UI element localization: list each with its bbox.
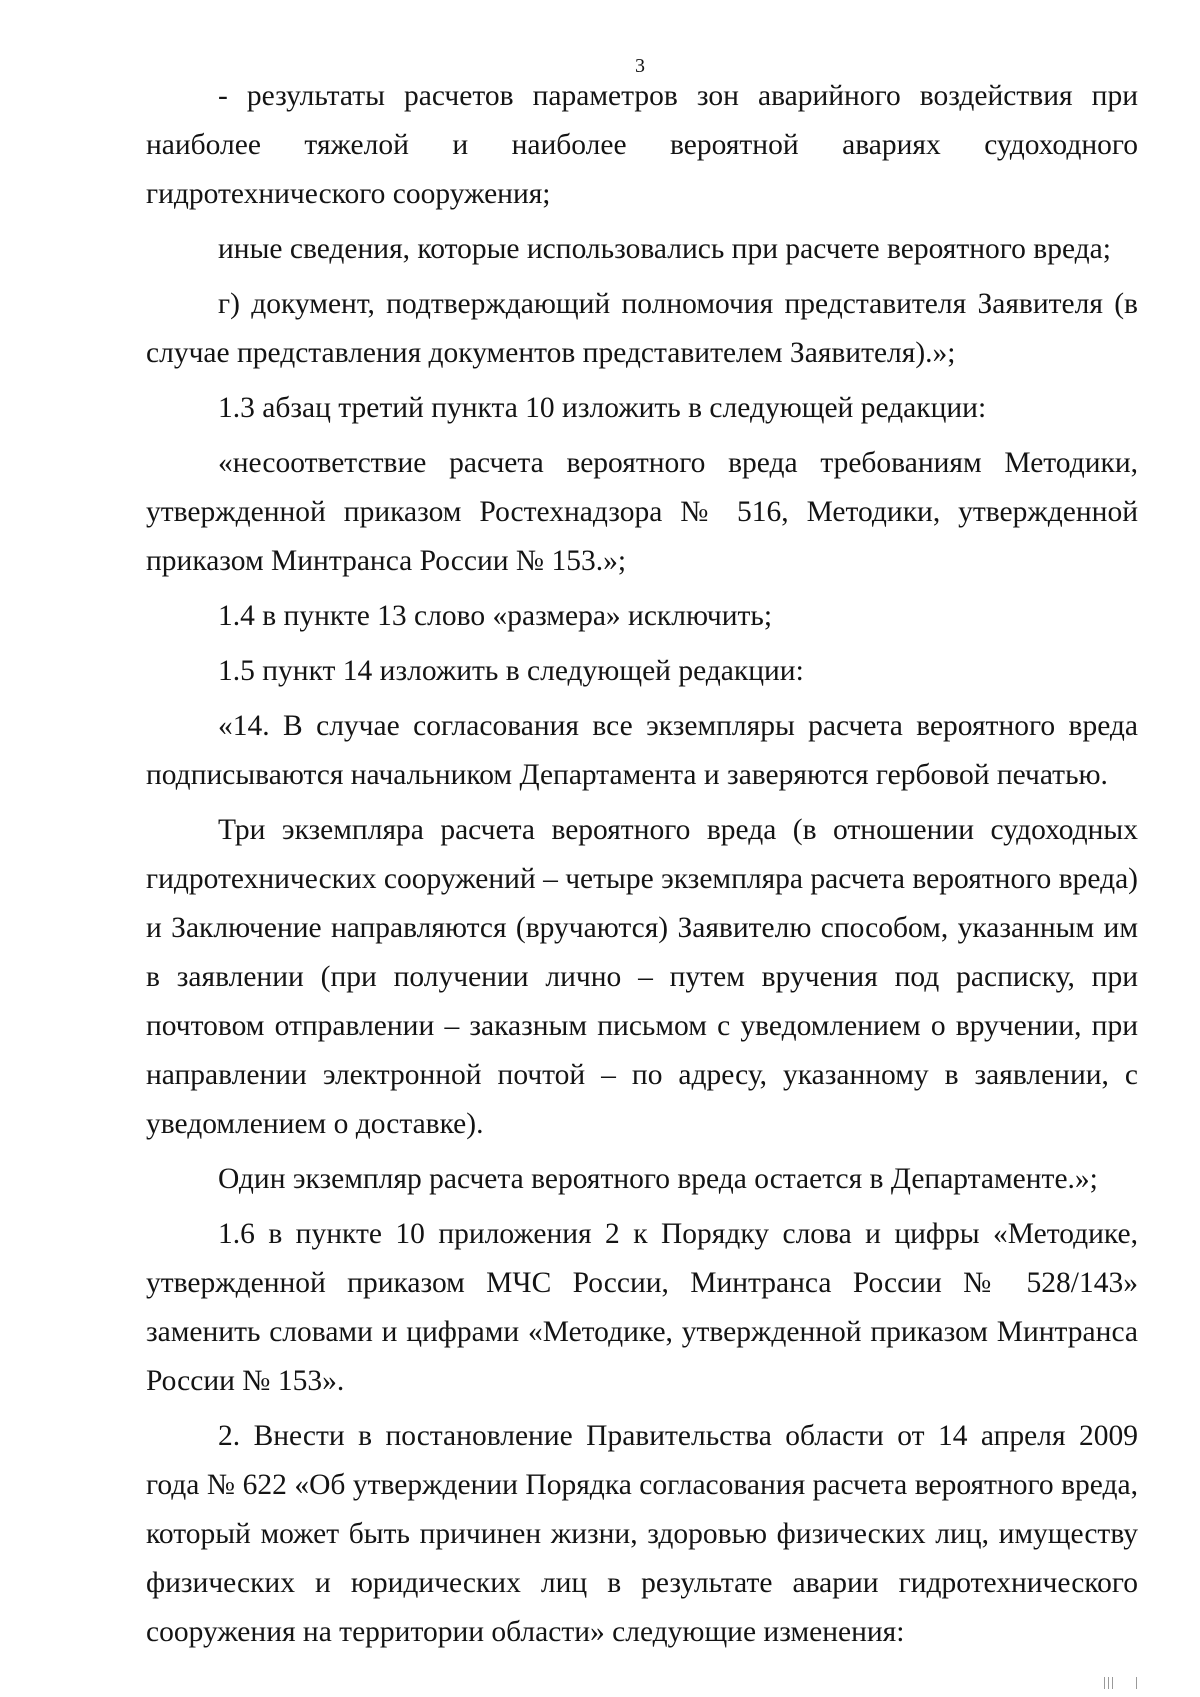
paragraph-results-calculations: - результаты расчетов параметров зон аварийного воздействия при наиболее тяжелой и наиболее вероятной авариях судоходного гидротехнического сооружения;: [146, 80, 1138, 210]
paragraph-other-info: иные сведения, которые использовались при расчете вероятного вреда;: [218, 233, 1111, 265]
paragraph-item-1-3: 1.3 абзац третий пункта 10 изложить в следующей редакции:: [218, 392, 987, 424]
paragraph-item-2: 2. Внести в постановление Правительства области от 14 апреля 2009 года № 622 «Об утверждении Порядка согласования расчета вероятного вреда, который может быть причинен жизни, здоровью физических лиц, имуществу физических и юридических лиц в результате аварии гидротехнического сооружения на территории области» следующие изменения:: [146, 1420, 1138, 1648]
document-body: [146, 72, 1138, 1657]
paragraph-item-1-6: 1.6 в пункте 10 приложения 2 к Порядку слова и цифры «Методике, утвержденной приказом МЧС России, Минтранса России № 528/143» заменить словами и цифрами «Методике, утвержденной приказом Минтранса России № 153».: [146, 1218, 1138, 1397]
paragraph-item-1-4: 1.4 в пункте 13 слово «размера» исключить;: [218, 600, 773, 632]
paragraph-three-copies: Три экземпляра расчета вероятного вреда (в отношении судоходных гидротехнических сооружений – четыре экземпляра расчета вероятного вреда) и Заключение направляются (вручаются) Заявителю способом, указанным им в заявлении (при получении лично – путем вручения под расписку, при почтовом отправлении – заказным письмом с уведомлением о вручении, при направлении электронной почтой – по адресу, указанному в заявлении, с уведомлением о доставке).: [146, 814, 1138, 1140]
paragraph-one-copy: Один экземпляр расчета вероятного вреда остается в Департаменте.»;: [218, 1163, 1098, 1195]
paragraph-noncompliance: «несоответствие расчета вероятного вреда требованиям Методики, утвержденной приказом Ростехнадзора № 516, Методики, утвержденной приказом Минтранса России № 153.»;: [146, 447, 1138, 577]
paragraph-point-14: «14. В случае согласования все экземпляры расчета вероятного вреда подписываются начальником Департамента и заверяются гербовой печатью.: [146, 710, 1138, 791]
page-number: 3: [635, 55, 645, 77]
paragraph-item-1-5: 1.5 пункт 14 изложить в следующей редакции:: [218, 655, 804, 687]
scan-artifact-marks: [1100, 1675, 1140, 1689]
paragraph-authority-document: г) документ, подтверждающий полномочия представителя Заявителя (в случае представления документов представителем Заявителя).»;: [146, 288, 1138, 369]
